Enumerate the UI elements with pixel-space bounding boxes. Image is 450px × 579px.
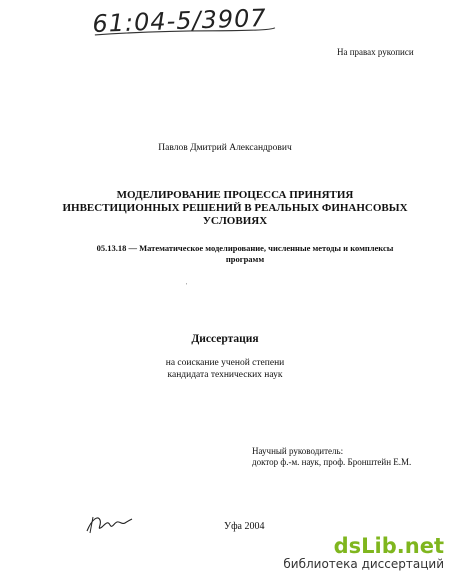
watermark-brand: dsLib.net bbox=[333, 534, 444, 558]
supervisor-label: Научный руководитель: bbox=[252, 446, 344, 456]
document-type: Диссертация bbox=[191, 333, 259, 345]
specialty-line: 05.13.18 — Математическое моделирование, численные методы и комплексы bbox=[96, 243, 394, 253]
supervisor-info bbox=[252, 446, 411, 468]
title-line: УСЛОВИЯХ bbox=[202, 215, 268, 227]
degree-info bbox=[0, 357, 450, 381]
dslib-watermark bbox=[283, 536, 444, 571]
handwritten-signature bbox=[84, 511, 134, 537]
city-year: Уфа 2004 bbox=[224, 521, 265, 532]
archive-number-text: 61:04-5/3907 bbox=[92, 3, 268, 38]
stray-mark: ' bbox=[186, 282, 188, 290]
author-name: Павлов Дмитрий Александрович bbox=[158, 143, 292, 153]
rights-notice: На правах рукописи bbox=[337, 47, 414, 57]
watermark-subtitle: библиотека диссертаций bbox=[283, 557, 444, 571]
title-line: МОДЕЛИРОВАНИЕ ПРОЦЕССА ПРИНЯТИЯ bbox=[116, 189, 354, 201]
supervisor-name: доктор ф.-м. наук, проф. Бронштейн Е.М. bbox=[252, 457, 412, 467]
thesis-title bbox=[40, 189, 430, 228]
degree-line: кандидата технических наук bbox=[167, 370, 283, 380]
degree-line: на соискание ученой степени bbox=[165, 358, 285, 368]
specialty-line: программ bbox=[225, 254, 265, 264]
specialty bbox=[70, 243, 420, 265]
archive-number-handwritten bbox=[92, 4, 277, 46]
title-line: ИНВЕСТИЦИОННЫХ РЕШЕНИЙ В РЕАЛЬНЫХ ФИНАНСОВЫХ bbox=[62, 202, 408, 214]
